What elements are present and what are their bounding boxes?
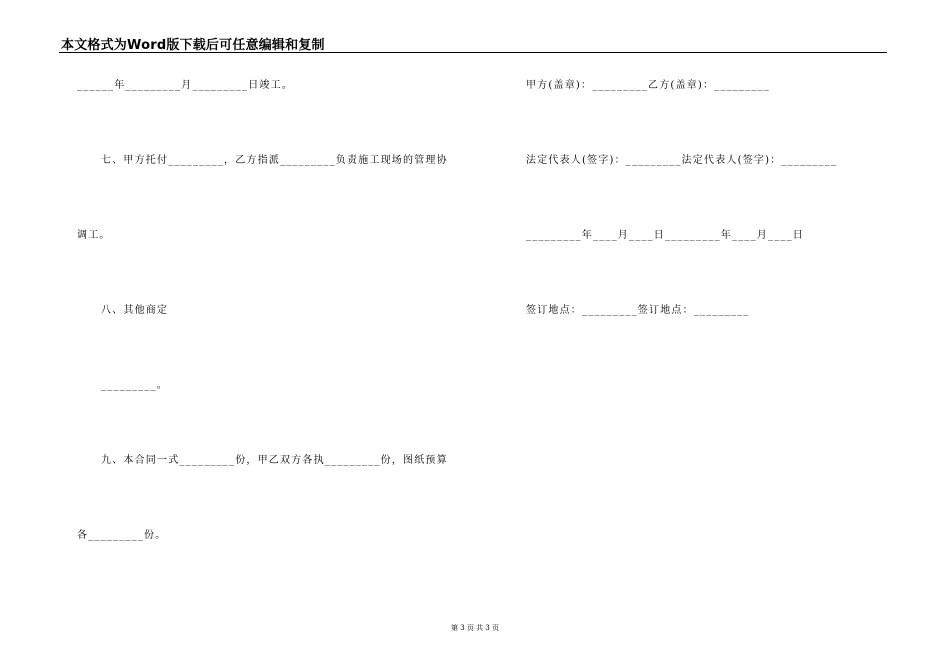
clause-eight-blank: _________。 — [101, 380, 168, 391]
page-number: 第 3 页 共 3 页 — [450, 624, 500, 632]
clause-eight-heading: 八、其他商定 — [101, 305, 169, 316]
party-seal-line: 甲方(盖章)：_________乙方(盖章)：_________ — [526, 80, 771, 91]
legal-representative-line: 法定代表人(签字)：_________法定代表人(签字)：_________ — [526, 155, 838, 166]
clause-seven-continuation: 调工。 — [77, 230, 111, 241]
clause-seven-line: 七、甲方托付_________，乙方指派_________负责施工现场的管理协 — [101, 155, 448, 166]
signing-date-line: _________年____月____日_________年____月____日 — [526, 230, 804, 241]
completion-date-line: ______年_________月_________日竣工。 — [77, 80, 293, 91]
signing-place-line: 签订地点：_________签订地点：_________ — [526, 305, 750, 316]
clause-nine-continuation: 各_________份。 — [77, 530, 167, 541]
document-header-title: 本文格式为Word版下载后可任意编辑和复制 — [61, 38, 325, 53]
clause-nine-line: 九、本合同一式_________份，甲乙双方各执_________份，图纸预算 — [101, 455, 448, 466]
header-divider — [59, 52, 887, 53]
